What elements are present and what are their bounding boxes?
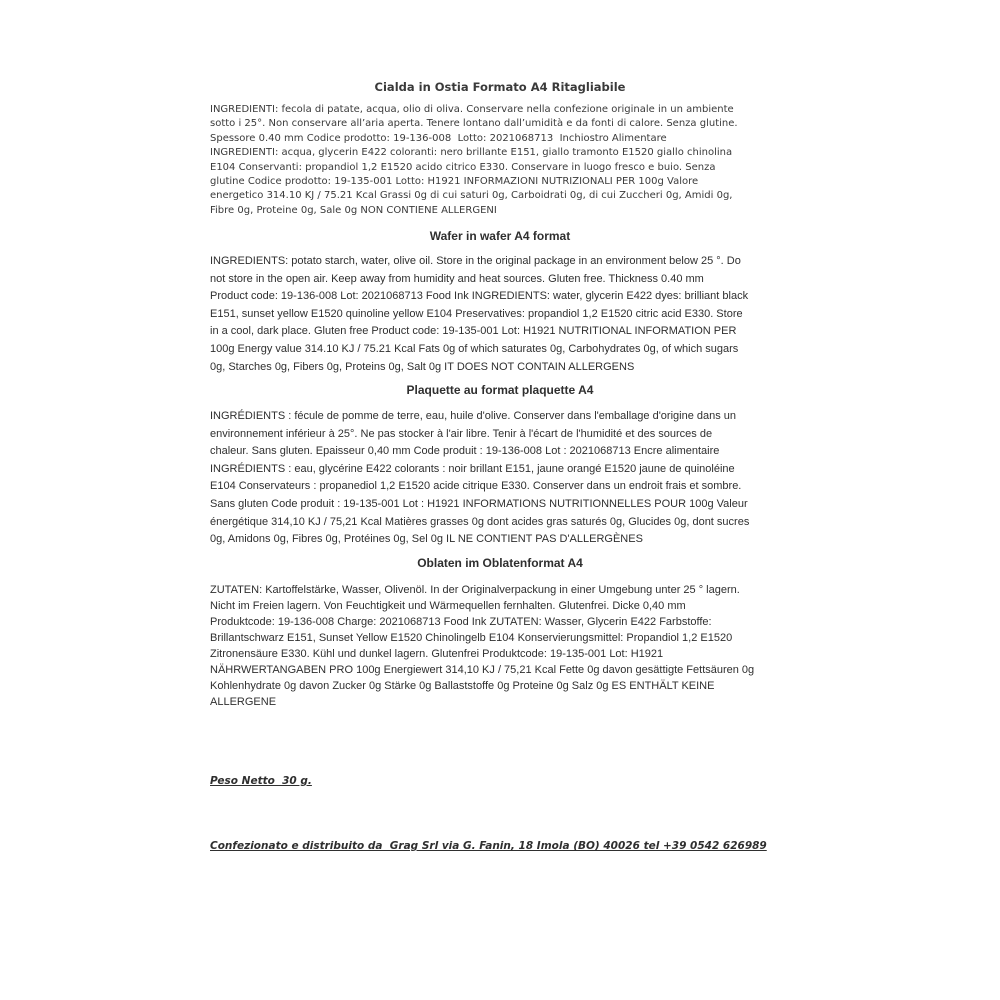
text-line: ZUTATEN: Kartoffelstärke, Wasser, Olivenöl. In der Originalverpackung in einer Umgebung unter 25 ° lagern.	[210, 584, 740, 596]
text-line: Brillantschwarz E151, Sunset Yellow E1520 Chinolingelb E104 Konservierungsmittel: Propandiol 1,2 E1520	[210, 632, 733, 644]
text-line: not store in the open air. Keep away from humidity and heat sources. Gluten free. Thickness 0.40 mm	[210, 272, 704, 285]
paragraph-german	[210, 582, 800, 710]
heading-german: Oblaten im Oblatenformat A4	[417, 556, 583, 570]
distributor-label: Confezionato e distribuito da Grag Srl via G. Fanin, 18 Imola (BO) 40026 tel +39 0542 626989	[210, 840, 767, 852]
text-line: Spessore 0.40 mm Codice prodotto: 19-136-008 Lotto: 2021068713 Inchiostro Alimentare	[210, 132, 667, 144]
text-line: 0g, Starches 0g, Fibers 0g, Proteins 0g, Salt 0g IT DOES NOT CONTAIN ALLERGENS	[210, 360, 635, 373]
text-line: énergétique 314,10 KJ / 75,21 Kcal Matières grasses 0g dont acides gras saturés 0g, Glucides 0g, dont sucres	[210, 515, 750, 528]
text-line: environnement inférieur à 25°. Ne pas stocker à l'air libre. Tenir à l'écart de l'humidité et des sources de	[210, 427, 713, 440]
document-title: Cialda in Ostia Formato A4 Ritagliabile	[374, 80, 626, 94]
net-weight-label: Peso Netto 30 g.	[210, 775, 312, 787]
text-line: ALLERGENE	[210, 696, 277, 708]
text-line: Produktcode: 19-136-008 Charge: 2021068713 Food Ink ZUTATEN: Wasser, Glycerin E422 Farbstoffe:	[210, 616, 712, 628]
text-line: Nicht im Freien lagern. Von Feuchtigkeit und Wärmequellen fernhalten. Glutenfrei. Dicke 0,40 mm	[210, 600, 686, 612]
text-line: INGRÉDIENTS : eau, glycérine E422 colorants : noir brillant E151, jaune orangé E1520 jaune de quinoléine	[210, 462, 735, 475]
text-line: INGREDIENTI: fecola di patate, acqua, olio di oliva. Conservare nella confezione originale in un ambiente	[210, 104, 734, 115]
paragraph-english	[210, 253, 800, 376]
text-line: E151, sunset yellow E1520 quinoline yellow E104 Preservatives: propandiol 1,2 E1520 citric acid E330. Store	[210, 307, 743, 320]
text-line: Sans gluten Code produit : 19-135-001 Lot : H1921 INFORMATIONS NUTRITIONNELLES POUR 100g Valeur	[210, 497, 748, 510]
text-line: 100g Energy value 314.10 KJ / 75.21 Kcal Fats 0g of which saturates 0g, Carbohydrates 0g, of which sugars	[210, 342, 739, 355]
text-line: 0g, Amidons 0g, Fibres 0g, Protéines 0g, Sel 0g IL NE CONTIENT PAS D'ALLERGÈNES	[210, 533, 643, 546]
text-line: in a cool, dark place. Gluten free Product code: 19-135-001 Lot: H1921 NUTRITIONAL INFORMATION PER	[210, 325, 737, 338]
text-line: E104 Conservateurs : propanediol 1,2 E1520 acide citrique E330. Conserver dans un endroit frais et sombre.	[210, 480, 742, 493]
text-line: E104 Conservanti: propandiol 1,2 E1520 acido citrico E330. Conservare in luogo fresco e buio. Senza	[210, 161, 716, 173]
text-line: NÄHRWERTANGABEN PRO 100g Energiewert 314,10 KJ / 75,21 Kcal Fette 0g davon gesättigte Fettsäuren 0g	[210, 664, 755, 676]
text-line: INGREDIENTS: potato starch, water, olive oil. Store in the original package in an environment below 25 °. Do	[210, 255, 741, 267]
text-line: glutine Codice prodotto: 19-135-001 Lotto: H1921 INFORMAZIONI NUTRIZIONALI PER 100g Valore	[210, 176, 699, 188]
text-line: Fibre 0g, Proteine 0g, Sale 0g NON CONTIENE ALLERGENI	[210, 204, 497, 216]
text-line: INGRÉDIENTS : fécule de pomme de terre, eau, huile d'olive. Conserver dans l'emballage d'origine dans un	[210, 410, 737, 422]
heading-english: Wafer in wafer A4 format	[429, 229, 571, 243]
text-line: Product code: 19-136-008 Lot: 2021068713 Food Ink INGREDIENTS: water, glycerin E422 dyes: brilliant black	[210, 290, 749, 303]
paragraph-italian	[210, 103, 800, 218]
text-line: Zitronensäure E330. Kühl und dunkel lagern. Glutenfrei Produktcode: 19-135-001 Lot: H1921	[210, 648, 664, 660]
text-line: INGREDIENTI: acqua, glycerin E422 coloranti: nero brillante E151, giallo tramonto E1520 giallo chinolina	[210, 147, 733, 159]
text-line: Kohlenhydrate 0g davon Zucker 0g Stärke 0g Ballaststoffe 0g Proteine 0g Salz 0g ES ENTHÄLT KEINE	[210, 680, 715, 692]
text-line: sotto i 25°. Non conservare all’aria aperta. Tenere lontano dall’umidità e da fonti di calore. Senza glutine.	[210, 118, 738, 130]
text-line: chaleur. Sans gluten. Epaisseur 0,40 mm Code produit : 19-136-008 Lot : 2021068713 Encre alimentaire	[210, 445, 720, 458]
paragraph-french	[210, 408, 800, 549]
text-line: energetico 314.10 KJ / 75.21 Kcal Grassi 0g di cui saturi 0g, Carboidrati 0g, di cui Zuccheri 0g, Amidi 0g,	[210, 190, 733, 202]
heading-french: Plaquette au format plaquette A4	[406, 383, 594, 397]
